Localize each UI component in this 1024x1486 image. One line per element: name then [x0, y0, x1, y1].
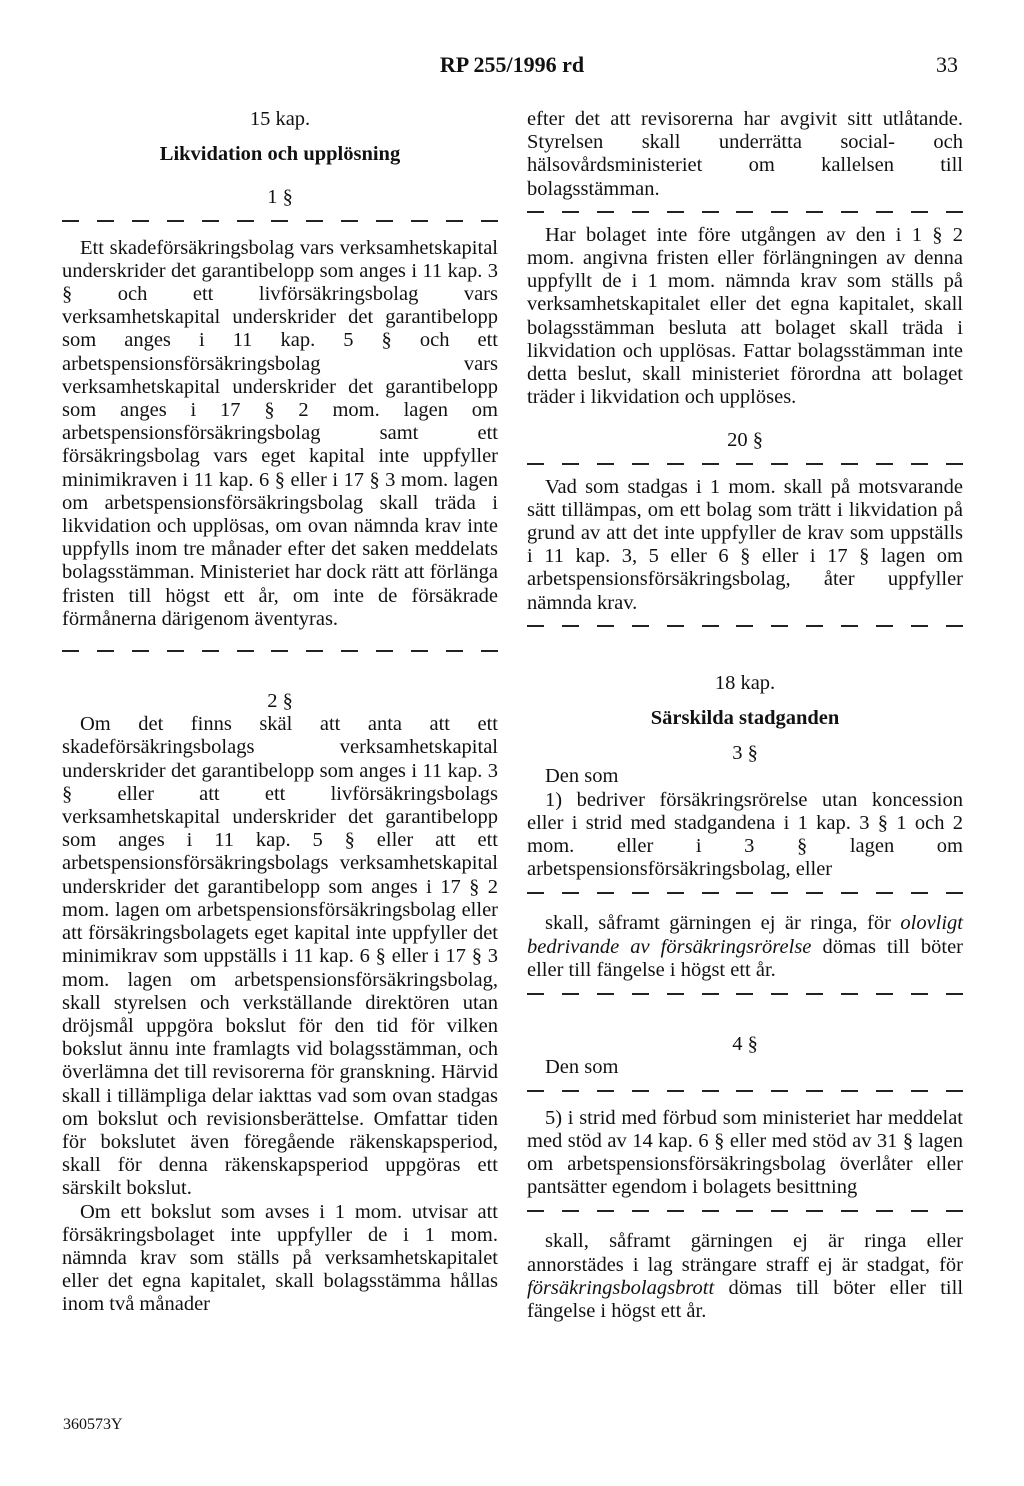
list-item: 1) bedriver försäkringsrörelse utan koncession eller i strid med stadgandena i 1 kap. 3 § 1 och 2 mom. eller i 3 § lagen om arbetspensionsförsäkringsbolag, eller [527, 788, 963, 881]
section-paragraph: Vad som stadgas i 1 mom. skall på motsvarande sätt tillämpas, om ett bolag som trätt i likvidation på grund av att det inte uppfyller de krav som uppställs i 11 kap. 3, 5 eller 6 § eller i 17 § lagen om arbetspensionsförsäkringsbolag, åter uppfyller nämnda krav. [527, 475, 963, 614]
section-intro: Den som [545, 765, 619, 788]
omission-dashes [527, 1080, 963, 1103]
left-column [62, 108, 498, 1317]
section-heading: 20 § [727, 429, 763, 452]
omission-dashes [527, 615, 963, 638]
penalty-text: dömas till böter eller till fängelse i högst ett år. [527, 1276, 964, 1322]
penalty-text: dömas till böter eller till fängelse i högst ett år. [527, 935, 964, 981]
print-code: 360573Y [63, 1416, 123, 1433]
right-column [527, 108, 963, 1323]
omission-dashes [527, 453, 963, 476]
section-heading: 3 § [732, 742, 758, 765]
omission-dashes [527, 881, 963, 904]
penalty-text: skall, såframt gärningen ej är ringa eller annorstädes i lag strängare straff ej är stadgat, för [527, 1230, 963, 1276]
section-intro: Den som [545, 1056, 619, 1079]
offence-name: olovligt bedrivande av försäkringsrörelse [527, 912, 964, 958]
section-paragraph: Om ett bokslut som avses i 1 mom. utvisar att försäkringsbolaget inte uppfyller de i 1 mom. nämnda krav som ställs på verksamhetskapitalet eller det egna kapitalet, skall bolagsstämma hållas inom två månader [62, 1200, 498, 1316]
section-paragraph: Har bolaget inte före utgången av den i 1 § 2 mom. angivna fristen eller förlängningen av denna uppfyllt de i 1 mom. nämnda krav som ställs på verksamhetskapitalet eller det egna kapitalet, skall bolagsstämman besluta att bolaget skall träda i likvidation och upplösas. Fattar bolagsstämman inte detta beslut, skall ministeriet förordna att bolaget träder i likvidation och upplöses. [527, 223, 963, 409]
page-number: 33 [936, 52, 958, 77]
penalty-clause [527, 912, 963, 982]
chapter-title: Likvidation och upplösning [159, 143, 401, 166]
list-item: 5) i strid med förbud som ministeriet har meddelat med stöd av 14 kap. 6 § eller med stöd av 31 § lagen om arbetspensionsförsäkringsbolag överlåter eller pantsätter egendom i bolagets besittning [527, 1106, 963, 1199]
omission-dashes [62, 639, 498, 662]
section-paragraph: Om det finns skäl att anta att ett skadeförsäkringsbolags verksamhetskapital underskrider det garantibelopp som anges i 11 kap. 3 § eller att ett livförsäkringsbolags verksamhetskapital underskrider det garantibelopp som anges i 11 kap. 5 § eller att ett arbetspensionsförsäkringsbolags verksamhetskapital underskrider det garantibelopp som anges i 17 § 2 mom. lagen om arbetspensionsförsäkringsbolag eller att försäkringsbolagets eget kapital inte uppfyller det minimikrav som uppställs i 11 kap. 6 § eller i 17 § 3 mom. lagen om arbetspensionsförsäkringsbolag, skall styrelsen och verkställande direktören utan dröjsmål uppgöra bokslut för den tid för vilken bokslut ännu inte framlagts vid bolagsstämman, och överlämna det till revisorerna för granskning. Härvid skall i tillämpliga delar iakttas vad som ovan stadgas om bokslut och revisionsberättelse. Omfattar tiden för bokslutet även föregående räkenskapsperiod, skall för denna räkenskapsperiod uppgöras ett särskilt bokslut. [62, 713, 498, 1200]
section-heading: 1 § [267, 186, 293, 209]
offence-name: försäkringsbolagsbrott [527, 1276, 715, 1299]
penalty-text: skall, såframt gärningen ej är ringa, för [545, 912, 891, 935]
chapter-title: Särskilda stadganden [650, 707, 840, 730]
chapter-heading: 18 kap. [714, 671, 776, 694]
section-paragraph: Ett skadeförsäkringsbolag vars verksamhetskapital underskrider det garantibelopp som anges i 11 kap. 3 § och ett livförsäkringsbolag vars verksamhetskapital underskrider det garantibelopp som anges i 11 kap. 5 § och ett arbetspensionsförsäkringsbolag vars verksamhetskapital underskrider det garantibelopp som anges i 17 § 2 mom. lagen om arbetspensionsförsäkringsbolag samt ett försäkringsbolag vars eget kapital inte uppfyller minimikraven i 11 kap. 6 § eller i 17 § 3 mom. lagen om arbetspensionsförsäkringsbolag skall träda i likvidation och upplösas, om ovan nämnda krav inte uppfylls inom tre månader efter det saken meddelats bolagsstämman. Ministeriet har dock rätt att förlänga fristen till högst ett år, om inte de försäkrade förmånerna därigenom äventyras. [62, 236, 498, 630]
omission-dashes [62, 210, 498, 233]
section-heading: 4 § [732, 1033, 758, 1056]
page-header [0, 52, 1024, 82]
document-id: RP 255/1996 rd [439, 52, 585, 77]
chapter-heading: 15 kap. [249, 108, 311, 130]
omission-dashes [527, 982, 963, 1005]
penalty-clause [527, 1230, 963, 1323]
omission-dashes [527, 1199, 963, 1222]
omission-dashes [527, 201, 963, 224]
section-heading: 2 § [267, 690, 293, 713]
section-paragraph: efter det att revisorerna har avgivit sitt utlåtande. Styrelsen skall underrätta social- och hälsovårdsministeriet om kallelsen till bolagsstämman. [527, 108, 963, 200]
